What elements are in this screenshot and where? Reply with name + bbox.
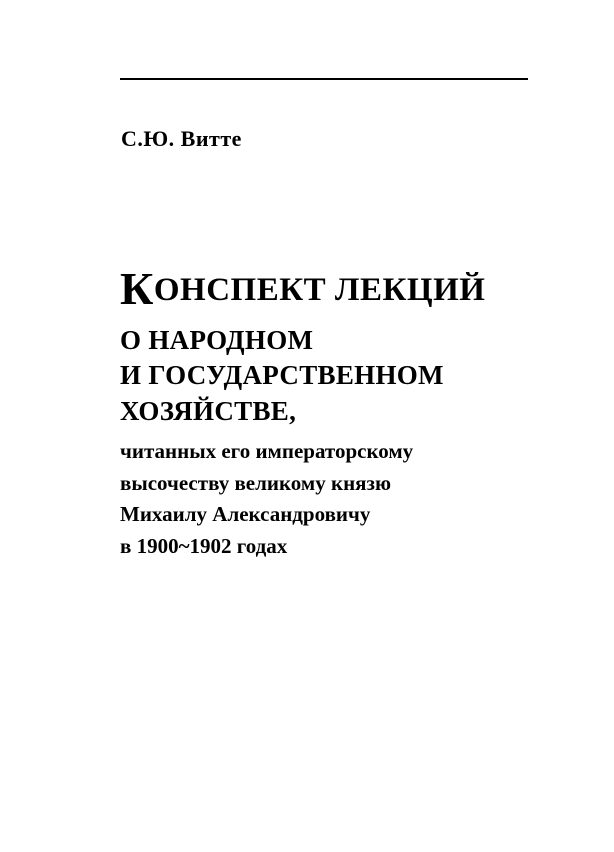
header-rule (120, 78, 528, 80)
author-name: С.Ю. Витте (121, 126, 242, 151)
subtitle-detail-line: высочеству великому князю (120, 470, 392, 495)
page-title (120, 263, 540, 314)
title-block (120, 263, 540, 563)
subtitle-detail (120, 436, 540, 564)
subtitle-caps (120, 323, 540, 428)
subtitle-caps-line: ХОЗЯЙСТВЕ, (120, 395, 297, 426)
subtitle-detail-line: читанных его императорскому (120, 438, 414, 463)
title-rest: ОНСПЕКТ ЛЕКЦИЙ (153, 272, 486, 308)
subtitle-caps-line: И ГОСУДАРСТВЕННОМ (120, 360, 444, 391)
title-dropcap: К (120, 263, 154, 314)
subtitle-detail-line: в 1900~1902 годах (120, 534, 288, 559)
subtitle-detail-line: Михаилу Александровичу (120, 502, 371, 527)
subtitle-caps-line: О НАРОДНОМ (120, 325, 314, 356)
